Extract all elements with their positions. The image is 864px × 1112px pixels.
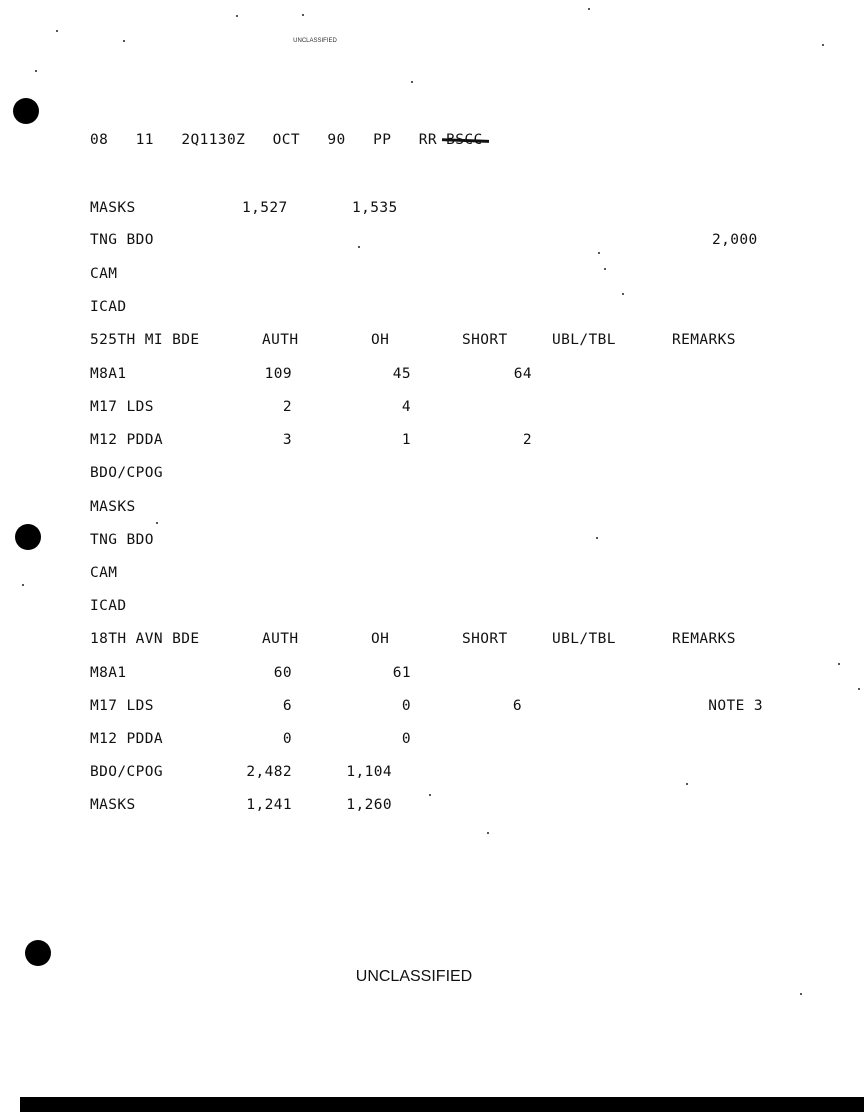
column-header-oh: OH (371, 631, 390, 647)
auth-value: 60 (273, 665, 292, 681)
column-header-ubl-tbl: UBL/TBL (552, 631, 616, 647)
short-value: 2 (522, 432, 532, 448)
auth-value: 109 (264, 366, 292, 382)
scan-speck (302, 14, 304, 16)
table-row (0, 731, 864, 751)
auth-value: 1,527 (242, 200, 288, 216)
auth-value: 2,482 (246, 764, 292, 780)
row-label: ICAD (90, 299, 127, 315)
table-row (0, 266, 864, 286)
column-header-ubl-tbl: UBL/TBL (552, 332, 616, 348)
date-time-group (90, 132, 483, 148)
scan-speck (822, 44, 824, 46)
oh-value: 1,535 (352, 200, 398, 216)
scan-speck (800, 993, 802, 995)
table-row (0, 499, 864, 519)
table-row (0, 598, 864, 618)
row-label: M17 LDS (90, 399, 154, 415)
row-label: TNG BDO (90, 532, 154, 548)
scan-speck (35, 70, 37, 72)
table-row (0, 465, 864, 485)
unit-name: 525TH MI BDE (90, 332, 200, 348)
dtg-precedence-1: PP (373, 132, 392, 148)
dtg-n: 11 (135, 132, 154, 148)
scan-speck (429, 794, 431, 796)
row-label: ICAD (90, 598, 127, 614)
table-row (0, 797, 864, 817)
dtg-time: 2Q1130Z (181, 132, 246, 148)
table-row (0, 665, 864, 685)
column-header-remarks: REMARKS (672, 631, 736, 647)
dtg-month: OCT (272, 132, 301, 148)
table-header-row (0, 631, 864, 651)
oh-value: 61 (392, 665, 411, 681)
footer-classification: UNCLASSIFIED (355, 968, 473, 985)
short-value: 6 (512, 698, 522, 714)
row-label: M12 PDDA (90, 731, 164, 747)
auth-value: 0 (282, 731, 292, 747)
scan-speck (411, 81, 413, 83)
table-row (0, 698, 864, 718)
unit-name: 18TH AVN BDE (90, 631, 200, 647)
punch-hole-bottom (25, 940, 51, 966)
row-label: MASKS (90, 200, 136, 216)
auth-value: 6 (282, 698, 292, 714)
column-header-auth: AUTH (262, 332, 299, 348)
row-label: M17 LDS (90, 698, 154, 714)
row-label: TNG BDO (90, 232, 154, 248)
dtg-year: 90 (327, 132, 346, 148)
auth-value: 3 (282, 432, 292, 448)
scan-speck (236, 15, 238, 17)
oh-value: 4 (401, 399, 411, 415)
header-classification: UNCLASSIFIED (293, 38, 337, 44)
dtg-struck-text: BSCC (446, 132, 483, 148)
row-label: BDO/CPOG (90, 465, 164, 481)
oh-value: 45 (392, 366, 411, 382)
remarks-value: 2,000 (712, 232, 758, 248)
oh-value: 1,260 (346, 797, 392, 813)
scan-edge-bar (20, 1097, 864, 1112)
auth-value: 2 (282, 399, 292, 415)
scan-speck (622, 293, 624, 295)
oh-value: 1 (401, 432, 411, 448)
row-label: M8A1 (90, 665, 127, 681)
table-row (0, 299, 864, 319)
oh-value: 1,104 (346, 764, 392, 780)
punch-hole-top (13, 98, 39, 124)
table-row (0, 399, 864, 419)
auth-value: 1,241 (246, 797, 292, 813)
scan-speck (588, 8, 590, 10)
short-value: 64 (513, 366, 532, 382)
scan-speck (598, 252, 600, 254)
dtg-day: 08 (90, 132, 109, 148)
row-label: CAM (90, 266, 118, 282)
table-row (0, 764, 864, 784)
column-header-oh: OH (371, 332, 390, 348)
remarks-value: NOTE 3 (708, 698, 763, 714)
scan-speck (858, 688, 860, 690)
table-header-row (0, 332, 864, 352)
table-row (0, 200, 864, 220)
table-row (0, 532, 864, 552)
dtg-precedence-2: RR (418, 132, 437, 148)
row-label: M8A1 (90, 366, 127, 382)
column-header-short: SHORT (462, 631, 508, 647)
row-label: MASKS (90, 499, 136, 515)
oh-value: 0 (401, 731, 411, 747)
column-header-short: SHORT (462, 332, 508, 348)
scan-speck (487, 832, 489, 834)
scan-speck (56, 30, 58, 32)
table-row (0, 366, 864, 386)
table-row (0, 565, 864, 585)
oh-value: 0 (401, 698, 411, 714)
column-header-auth: AUTH (262, 631, 299, 647)
table-row (0, 432, 864, 452)
row-label: M12 PDDA (90, 432, 164, 448)
scan-speck (156, 522, 158, 524)
row-label: MASKS (90, 797, 136, 813)
row-label: CAM (90, 565, 118, 581)
row-label: BDO/CPOG (90, 764, 164, 780)
column-header-remarks: REMARKS (672, 332, 736, 348)
table-row (0, 232, 864, 252)
